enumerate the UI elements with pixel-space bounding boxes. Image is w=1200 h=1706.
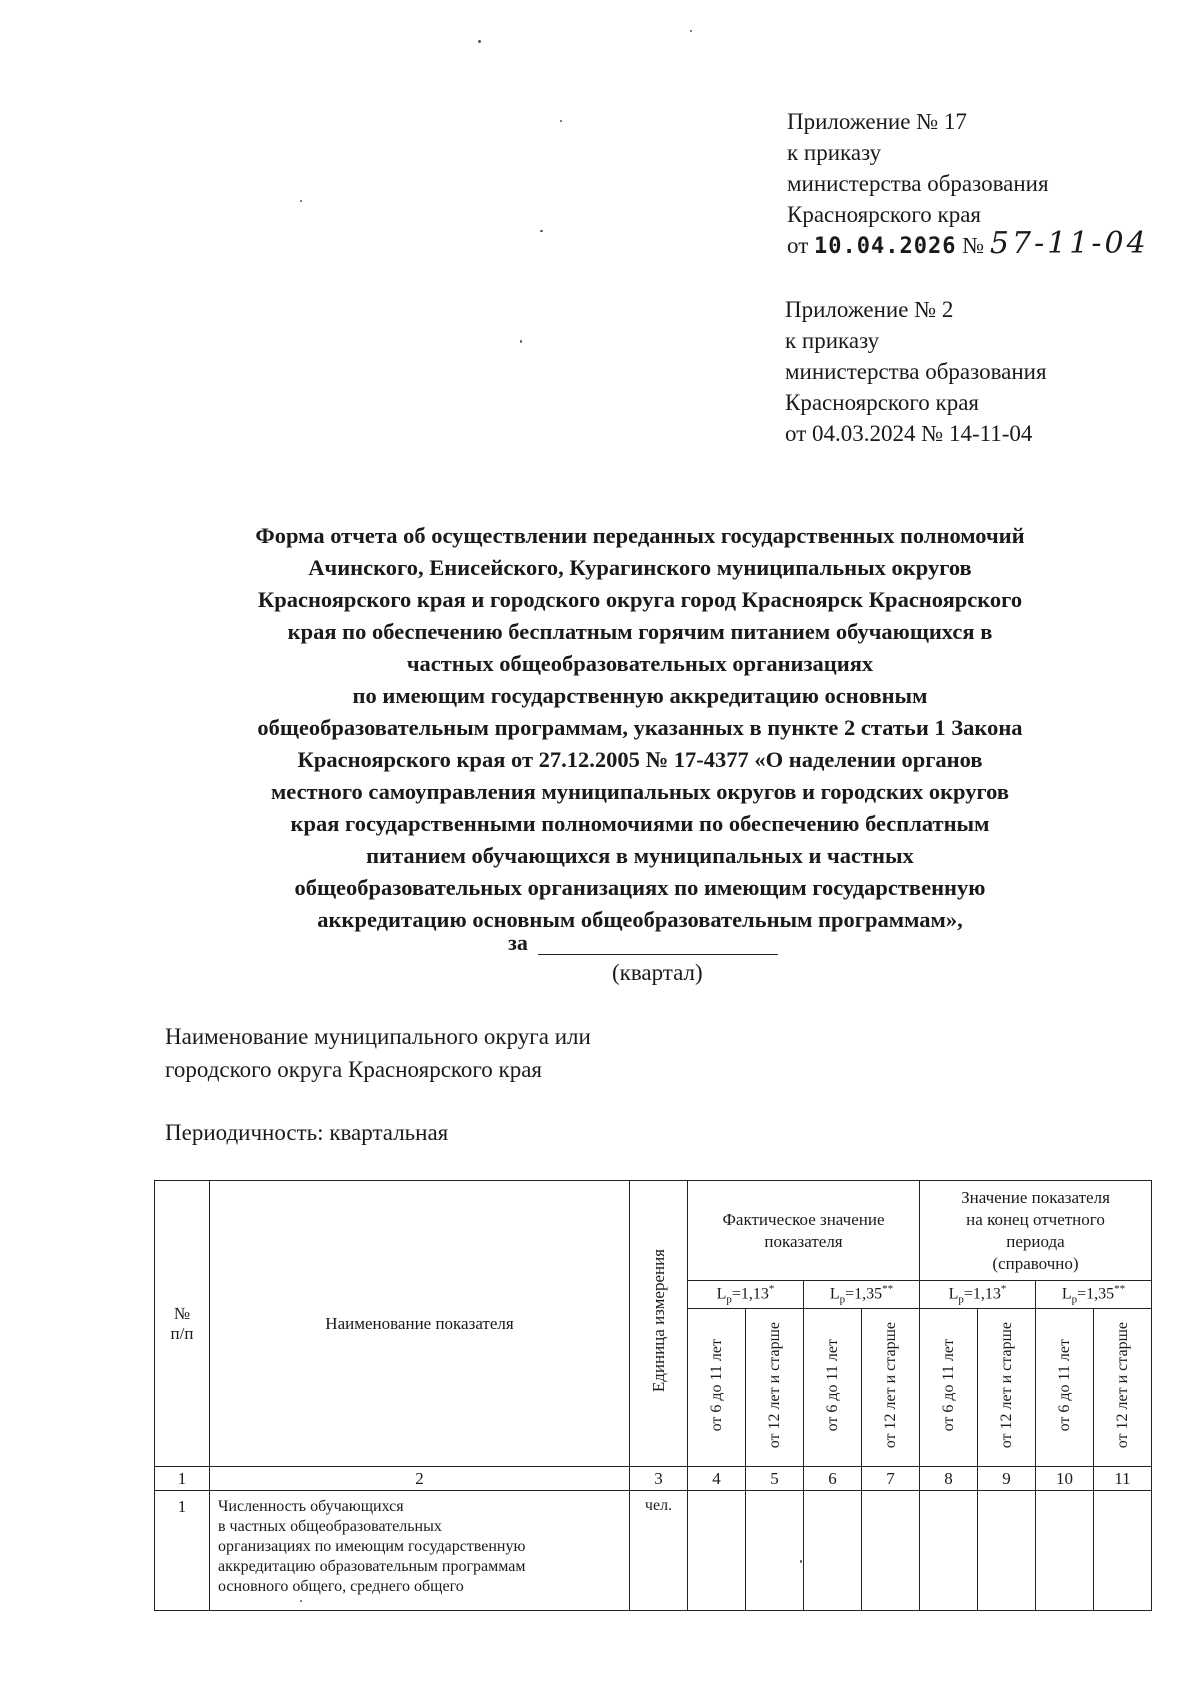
title-line: Красноярского края и городского округа город Красноярск Красноярского	[257, 587, 1023, 612]
appendix-2-date-number: от 04.03.2024 № 14-11-04	[785, 421, 1033, 446]
municipality-label-line: городского округа Красноярского края	[165, 1057, 542, 1082]
title-line: Красноярского края от 27.12.2005 № 17-4377 «О наделении органов	[297, 747, 983, 772]
periodicity-label: Периодичность: квартальная	[165, 1120, 449, 1145]
value-cell[interactable]	[978, 1491, 1036, 1611]
age-label: от 12 лет и старше	[881, 1321, 899, 1449]
value-cell[interactable]	[920, 1491, 978, 1611]
title-line: края по обеспечению бесплатным горячим питанием обучающихся в	[287, 619, 993, 644]
column-number: 10	[1036, 1467, 1094, 1491]
title-line: по имеющим государственную аккредитацию основным	[352, 683, 928, 708]
column-number: 2	[210, 1467, 630, 1491]
column-number: 1	[155, 1467, 210, 1491]
age-6-11-actual-b	[804, 1309, 862, 1467]
value-cell[interactable]	[688, 1491, 746, 1611]
scan-speck	[540, 230, 543, 232]
period-blank-line[interactable]	[538, 930, 778, 955]
coef-footnote-mark: *	[768, 1283, 775, 1296]
value-cell[interactable]	[746, 1491, 804, 1611]
appendix-2-block	[785, 294, 1047, 449]
age-label: от 12 лет и старше	[1113, 1321, 1131, 1449]
column-number: 11	[1094, 1467, 1152, 1491]
title-line: местного самоуправления муниципальных округов и городских округов	[270, 779, 1009, 804]
municipality-label-line: Наименование муниципального округа или	[165, 1024, 591, 1049]
period-caption: (квартал)	[612, 960, 703, 985]
header-number-label: № п/п	[170, 1303, 194, 1343]
scan-speck	[560, 120, 562, 122]
report-table	[154, 1180, 1152, 1611]
coef-sub: р	[1071, 1293, 1078, 1306]
title-line: частных общеобразовательных организациях	[406, 651, 874, 676]
coef-base: L	[948, 1285, 959, 1303]
value-cell[interactable]	[862, 1491, 920, 1611]
scan-speck	[300, 1600, 302, 1602]
title-line: общеобразовательных организациях по имеющим государственную	[294, 875, 986, 900]
column-number: 8	[920, 1467, 978, 1491]
appendix-17-title: Приложение № 17	[787, 109, 967, 134]
appendix-17-ministry: министерства образования	[787, 171, 1049, 196]
coef-value: =1,13	[731, 1285, 769, 1303]
scan-speck	[478, 40, 481, 43]
column-number: 4	[688, 1467, 746, 1491]
age-label: от 6 до 11 лет	[939, 1338, 957, 1432]
header-reference-line: периода	[1006, 1231, 1065, 1251]
appendix-17-to-order: к приказу	[787, 140, 882, 165]
scan-speck	[800, 1560, 802, 1563]
coef-sub: р	[958, 1293, 964, 1306]
age-12-plus-actual-a	[746, 1309, 804, 1467]
title-line: края государственными полномочиями по обеспечению бесплатным	[290, 811, 990, 836]
age-6-11-reference-a	[920, 1309, 978, 1467]
row-name-line: в частных общеобразовательных	[218, 1518, 442, 1535]
header-reference-line: Значение показателя	[961, 1187, 1110, 1207]
coef-sub: р	[839, 1293, 846, 1306]
age-12-plus-reference-b	[1094, 1309, 1152, 1467]
header-indicator-name-label: Наименование показателя	[325, 1313, 514, 1333]
title-line: общеобразовательным программам, указанных в пункте 2 статьи 1 Закона	[257, 715, 1023, 740]
age-12-plus-reference-a	[978, 1309, 1036, 1467]
value-cell[interactable]	[804, 1491, 862, 1611]
form-title	[150, 520, 1130, 936]
title-line: питанием обучающихся в муниципальных и частных	[366, 843, 914, 868]
coef-value: =1,35	[845, 1285, 883, 1303]
municipality-label	[165, 1020, 591, 1086]
coef-footnote-mark: **	[1114, 1283, 1126, 1296]
coef-base: L	[829, 1285, 840, 1303]
appendix-2-ministry: министерства образования	[785, 359, 1047, 384]
coef-value: =1,13	[963, 1285, 1001, 1303]
coef-value: =1,35	[1077, 1285, 1115, 1303]
column-number: 5	[746, 1467, 804, 1491]
header-actual-value-label: Фактическое значение показателя	[722, 1209, 885, 1251]
header-reference-line: на конец отчетного	[966, 1209, 1105, 1229]
period-prefix: за	[508, 930, 528, 955]
column-number: 3	[630, 1467, 688, 1491]
coef-1-13-reference	[920, 1281, 1036, 1309]
coef-1-13-actual	[688, 1281, 804, 1309]
appendix-17-date-prefix: от	[787, 233, 809, 258]
age-label: от 12 лет и старше	[765, 1321, 783, 1449]
handwritten-date: 10.04.2026	[814, 234, 957, 259]
header-indicator-name	[210, 1181, 630, 1467]
coef-base: L	[1061, 1285, 1072, 1303]
value-cell[interactable]	[1036, 1491, 1094, 1611]
table-row	[155, 1491, 1152, 1611]
age-label: от 6 до 11 лет	[823, 1338, 841, 1432]
coef-footnote-mark: **	[882, 1283, 894, 1296]
age-12-plus-actual-b	[862, 1309, 920, 1467]
row-name-line: аккредитацию образовательным программам	[218, 1558, 526, 1575]
age-6-11-actual-a	[688, 1309, 746, 1467]
coef-base: L	[716, 1285, 727, 1303]
column-number: 9	[978, 1467, 1036, 1491]
appendix-17-block	[787, 106, 1149, 262]
row-unit: чел.	[630, 1491, 688, 1611]
header-reference-line: (справочно)	[992, 1253, 1079, 1273]
handwritten-order-number: 57-11-04	[989, 226, 1149, 261]
scan-speck	[690, 30, 692, 32]
scan-speck	[300, 200, 302, 202]
row-name-line: Численность обучающихся	[218, 1498, 404, 1515]
header-number	[155, 1181, 210, 1467]
coef-1-35-actual	[804, 1281, 920, 1309]
coef-footnote-mark: *	[1000, 1283, 1007, 1296]
appendix-17-date-line	[787, 228, 1149, 262]
appendix-17-region: Красноярского края	[787, 202, 981, 227]
header-reference-value	[920, 1181, 1152, 1281]
column-number: 6	[804, 1467, 862, 1491]
header-unit-label: Единица измерения	[648, 1249, 668, 1393]
appendix-17-num-prefix: №	[962, 233, 985, 258]
row-number: 1	[155, 1491, 210, 1611]
row-indicator-name	[210, 1491, 630, 1611]
age-label: от 12 лет и старше	[997, 1321, 1015, 1449]
scan-speck	[520, 340, 522, 343]
appendix-2-title: Приложение № 2	[785, 297, 954, 322]
age-label: от 6 до 11 лет	[1055, 1338, 1073, 1432]
appendix-2-region: Красноярского края	[785, 390, 979, 415]
column-number: 7	[862, 1467, 920, 1491]
coef-1-35-reference	[1036, 1281, 1152, 1309]
row-name-line: организациях по имеющим государственную	[218, 1538, 526, 1555]
title-line: Ачинского, Енисейского, Курагинского муниципальных округов	[308, 555, 972, 580]
coef-sub: р	[726, 1293, 732, 1306]
row-name-line: основного общего, среднего общего	[218, 1578, 464, 1595]
value-cell[interactable]	[1094, 1491, 1152, 1611]
appendix-2-to-order: к приказу	[785, 328, 880, 353]
header-unit	[630, 1181, 688, 1467]
title-line: Форма отчета об осуществлении переданных государственных полномочий	[255, 523, 1025, 548]
title-line: аккредитацию основным общеобразовательным программам»,	[317, 907, 963, 932]
age-6-11-reference-b	[1036, 1309, 1094, 1467]
header-actual-value	[688, 1181, 920, 1281]
age-label: от 6 до 11 лет	[707, 1338, 725, 1432]
